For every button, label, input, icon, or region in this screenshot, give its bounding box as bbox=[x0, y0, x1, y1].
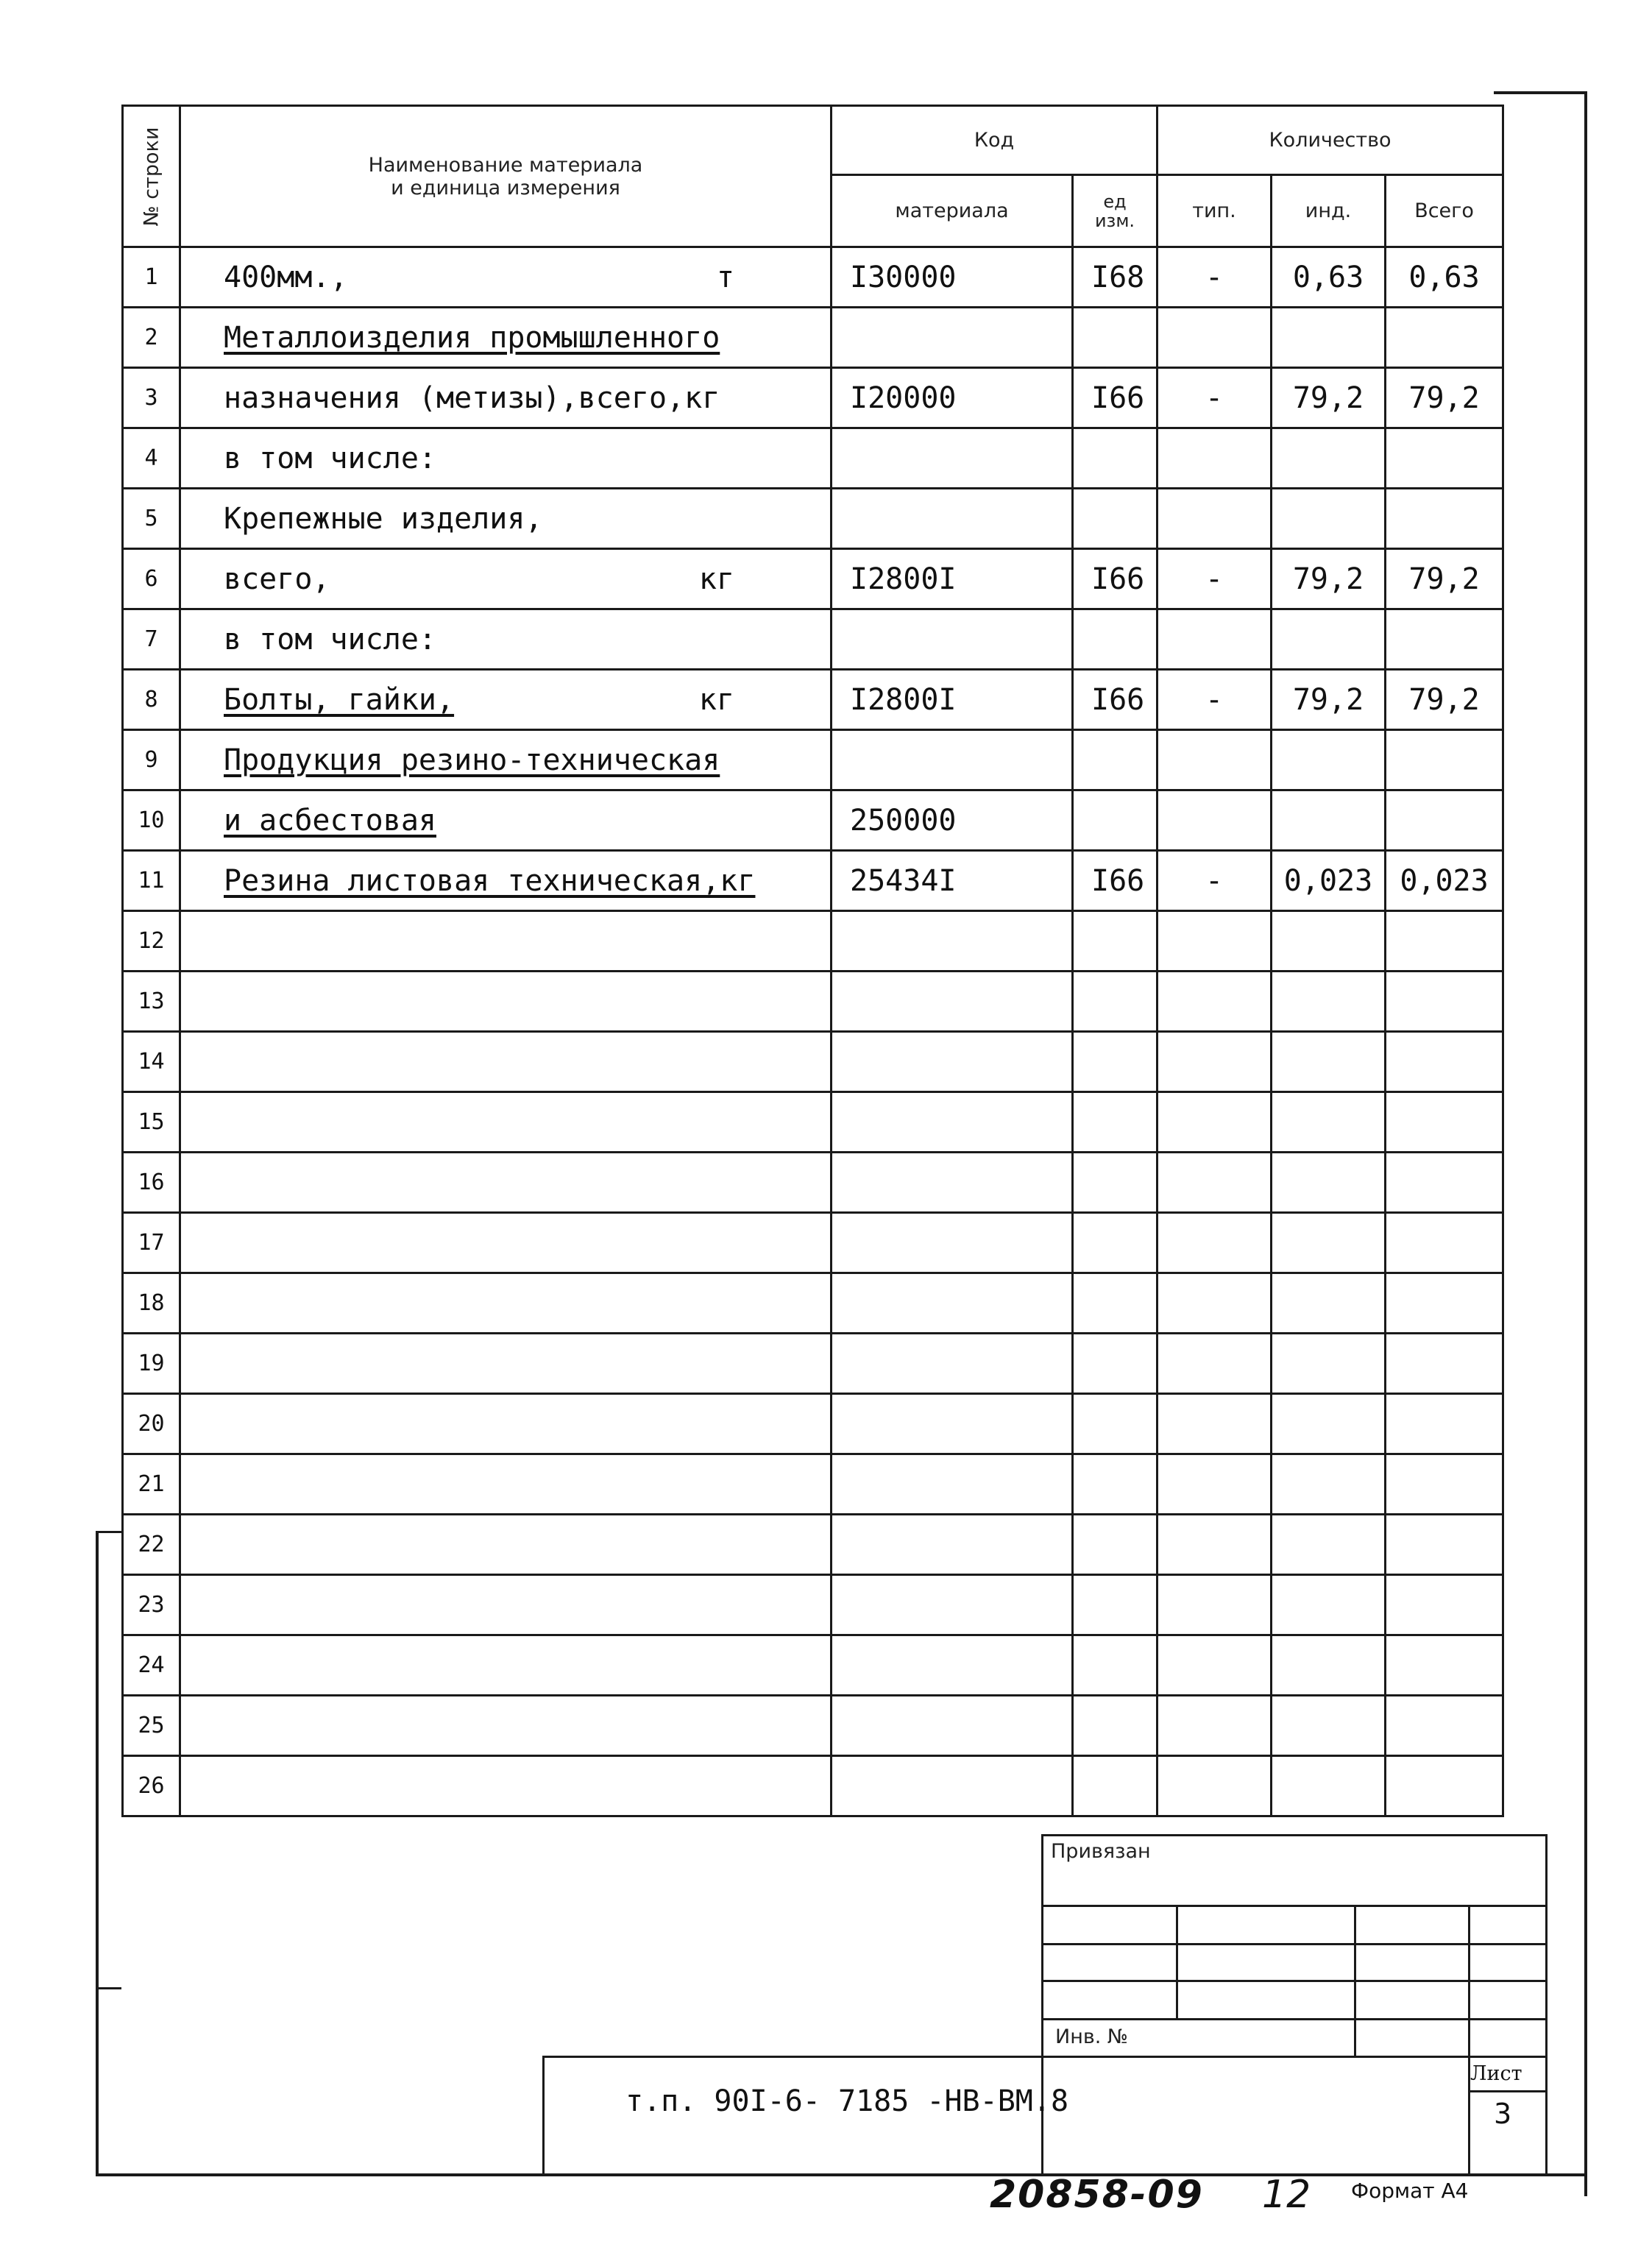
inventory-number-label: Инв. № bbox=[1055, 2025, 1129, 2048]
material-name bbox=[180, 911, 832, 972]
unit-code bbox=[1073, 1213, 1158, 1273]
material-name-text: Болты, гайки, bbox=[224, 682, 455, 717]
qty-typical: - bbox=[1158, 549, 1272, 609]
qty-total bbox=[1386, 1394, 1503, 1454]
material-name bbox=[180, 1092, 832, 1153]
row-number: 18 bbox=[123, 1273, 180, 1334]
material-name bbox=[180, 549, 832, 609]
material-code bbox=[832, 1756, 1073, 1816]
qty-individual bbox=[1272, 1394, 1386, 1454]
table-row bbox=[123, 308, 1549, 368]
code-group-header: Код bbox=[832, 106, 1158, 175]
archive-number: 20858-09 bbox=[990, 2173, 1204, 2217]
table-row bbox=[123, 1213, 1549, 1273]
table-row bbox=[123, 368, 1549, 428]
qty-total bbox=[1386, 1575, 1503, 1635]
sheet-number: 3 bbox=[1494, 2098, 1512, 2130]
qty-total: 0,63 bbox=[1386, 247, 1503, 308]
material-unit: кг bbox=[698, 682, 734, 717]
qty-total: 79,2 bbox=[1386, 670, 1503, 730]
qty-typical bbox=[1158, 1454, 1272, 1515]
material-code bbox=[832, 489, 1073, 549]
qty-total bbox=[1386, 1334, 1503, 1394]
title-block-line-4 bbox=[1041, 2018, 1548, 2020]
material-name bbox=[180, 489, 832, 549]
qty-total bbox=[1386, 1032, 1503, 1092]
qty-typical bbox=[1158, 489, 1272, 549]
qty-typical bbox=[1158, 1153, 1272, 1213]
qty-total: 79,2 bbox=[1386, 368, 1503, 428]
material-code bbox=[832, 1696, 1073, 1756]
qty-total bbox=[1386, 609, 1503, 670]
qty-total bbox=[1386, 428, 1503, 489]
qty-typical bbox=[1158, 1092, 1272, 1153]
table-row bbox=[123, 1334, 1549, 1394]
title-block-vline-1 bbox=[1176, 1905, 1178, 2018]
material-name bbox=[180, 790, 832, 851]
row-number: 4 bbox=[123, 428, 180, 489]
table-row bbox=[123, 1394, 1549, 1454]
qty-total bbox=[1386, 1213, 1503, 1273]
material-code bbox=[832, 730, 1073, 790]
material-name bbox=[180, 1153, 832, 1213]
qty-individual bbox=[1272, 1696, 1386, 1756]
material-code bbox=[832, 308, 1073, 368]
qty-total-header: Всего bbox=[1386, 175, 1503, 247]
table-row bbox=[123, 549, 1549, 609]
unit-code bbox=[1073, 1153, 1158, 1213]
title-block-vline-2 bbox=[1354, 1905, 1356, 2056]
qty-typical bbox=[1158, 730, 1272, 790]
unit-code bbox=[1073, 609, 1158, 670]
code-unit-header bbox=[1073, 175, 1158, 247]
row-number: 7 bbox=[123, 609, 180, 670]
qty-individual: 79,2 bbox=[1272, 670, 1386, 730]
row-number: 6 bbox=[123, 549, 180, 609]
table-body bbox=[123, 247, 1549, 1816]
material-name bbox=[180, 1515, 832, 1575]
table-row bbox=[123, 1515, 1549, 1575]
table-row bbox=[123, 730, 1549, 790]
table-row bbox=[123, 1756, 1549, 1816]
material-name bbox=[180, 1334, 832, 1394]
row-number: 14 bbox=[123, 1032, 180, 1092]
unit-code bbox=[1073, 1394, 1158, 1454]
row-number: 23 bbox=[123, 1575, 180, 1635]
qty-total bbox=[1386, 1756, 1503, 1816]
binding-strip-top bbox=[96, 1531, 121, 1533]
material-name bbox=[180, 1273, 832, 1334]
qty-total bbox=[1386, 489, 1503, 549]
qty-individual bbox=[1272, 1756, 1386, 1816]
unit-code: I68 bbox=[1073, 247, 1158, 308]
material-name bbox=[180, 730, 832, 790]
table-row bbox=[123, 1635, 1549, 1696]
qty-typical bbox=[1158, 1213, 1272, 1273]
linked-label: Привязан bbox=[1051, 1840, 1151, 1863]
qty-typical bbox=[1158, 1032, 1272, 1092]
material-name-text: в том числе: bbox=[224, 622, 436, 657]
qty-typical bbox=[1158, 790, 1272, 851]
unit-code bbox=[1073, 1696, 1158, 1756]
unit-code bbox=[1073, 428, 1158, 489]
qty-total bbox=[1386, 1635, 1503, 1696]
qty-total: 79,2 bbox=[1386, 549, 1503, 609]
frame-left-border-lower bbox=[96, 1531, 99, 2176]
material-code: 250000 bbox=[832, 790, 1073, 851]
unit-code bbox=[1073, 1032, 1158, 1092]
qty-total bbox=[1386, 790, 1503, 851]
material-name bbox=[180, 247, 832, 308]
material-code bbox=[832, 911, 1073, 972]
document-code: т.п. 90I-6- 7185 -НВ-ВМ.8 bbox=[625, 2084, 1069, 2118]
material-unit: кг bbox=[698, 562, 734, 596]
title-block-line-1 bbox=[1041, 1905, 1548, 1907]
table-row bbox=[123, 790, 1549, 851]
material-name bbox=[180, 972, 832, 1032]
qty-total bbox=[1386, 1515, 1503, 1575]
qty-individual bbox=[1272, 1635, 1386, 1696]
unit-code bbox=[1073, 1334, 1158, 1394]
table-row bbox=[123, 1092, 1549, 1153]
unit-code: I66 bbox=[1073, 368, 1158, 428]
unit-code bbox=[1073, 1454, 1158, 1515]
header-row-top bbox=[123, 106, 1549, 175]
qty-individual bbox=[1272, 1032, 1386, 1092]
qty-typical bbox=[1158, 1394, 1272, 1454]
code-unit-header-line1: ед bbox=[1103, 191, 1127, 212]
qty-typical bbox=[1158, 911, 1272, 972]
table-row bbox=[123, 911, 1549, 972]
material-code bbox=[832, 1635, 1073, 1696]
row-number: 25 bbox=[123, 1696, 180, 1756]
material-code bbox=[832, 1032, 1073, 1092]
material-name bbox=[180, 428, 832, 489]
qty-typical-header: тип. bbox=[1158, 175, 1272, 247]
material-name-text: всего, bbox=[224, 562, 330, 596]
material-name-text: Металлоизделия промышленного bbox=[224, 320, 720, 355]
binding-strip-mid bbox=[96, 1987, 121, 1989]
row-number: 2 bbox=[123, 308, 180, 368]
qty-typical bbox=[1158, 972, 1272, 1032]
unit-code bbox=[1073, 790, 1158, 851]
qty-individual bbox=[1272, 1334, 1386, 1394]
qty-individual-header: инд. bbox=[1272, 175, 1386, 247]
row-number-header: № строки bbox=[123, 106, 180, 247]
qty-typical bbox=[1158, 428, 1272, 489]
material-code: I30000 bbox=[832, 247, 1073, 308]
material-code bbox=[832, 1515, 1073, 1575]
unit-code bbox=[1073, 1756, 1158, 1816]
qty-typical bbox=[1158, 308, 1272, 368]
qty-individual bbox=[1272, 1575, 1386, 1635]
row-number: 9 bbox=[123, 730, 180, 790]
qty-individual: 0,023 bbox=[1272, 851, 1386, 911]
unit-code bbox=[1073, 1635, 1158, 1696]
unit-code: I66 bbox=[1073, 549, 1158, 609]
material-code bbox=[832, 1394, 1073, 1454]
unit-code bbox=[1073, 1575, 1158, 1635]
qty-individual bbox=[1272, 790, 1386, 851]
material-code bbox=[832, 1454, 1073, 1515]
row-number: 21 bbox=[123, 1454, 180, 1515]
qty-typical: - bbox=[1158, 670, 1272, 730]
title-block-line-3 bbox=[1041, 1980, 1548, 1982]
table-row bbox=[123, 609, 1549, 670]
material-name bbox=[180, 308, 832, 368]
row-number: 17 bbox=[123, 1213, 180, 1273]
material-name-header-line2: и единица измерения bbox=[391, 176, 620, 199]
material-name-header-line1: Наименование материала bbox=[368, 153, 643, 177]
frame-top-right-tick bbox=[1494, 91, 1587, 94]
table-row bbox=[123, 972, 1549, 1032]
qty-typical: - bbox=[1158, 368, 1272, 428]
qty-typical bbox=[1158, 1575, 1272, 1635]
table-row bbox=[123, 1454, 1549, 1515]
qty-individual bbox=[1272, 730, 1386, 790]
table-row bbox=[123, 247, 1549, 308]
qty-total bbox=[1386, 1092, 1503, 1153]
qty-individual bbox=[1272, 428, 1386, 489]
material-name bbox=[180, 1635, 832, 1696]
qty-individual bbox=[1272, 972, 1386, 1032]
unit-code bbox=[1073, 1273, 1158, 1334]
qty-individual: 79,2 bbox=[1272, 368, 1386, 428]
row-number: 22 bbox=[123, 1515, 180, 1575]
row-number: 10 bbox=[123, 790, 180, 851]
qty-total bbox=[1386, 730, 1503, 790]
sheet-label: Лист bbox=[1470, 2062, 1522, 2085]
qty-typical bbox=[1158, 609, 1272, 670]
material-name-text: 400мм., bbox=[224, 260, 348, 294]
material-name-text: Продукция резино-техническая bbox=[224, 743, 720, 777]
qty-total bbox=[1386, 1153, 1503, 1213]
qty-individual bbox=[1272, 609, 1386, 670]
table-row bbox=[123, 1696, 1549, 1756]
material-code bbox=[832, 1092, 1073, 1153]
qty-typical bbox=[1158, 1696, 1272, 1756]
material-code bbox=[832, 1575, 1073, 1635]
material-code: I2800I bbox=[832, 549, 1073, 609]
code-material-header: материала bbox=[832, 175, 1073, 247]
material-code bbox=[832, 1213, 1073, 1273]
material-name-header bbox=[180, 106, 832, 247]
table-row bbox=[123, 489, 1549, 549]
row-number: 12 bbox=[123, 911, 180, 972]
code-unit-header-line2: изм. bbox=[1094, 210, 1135, 231]
row-number: 16 bbox=[123, 1153, 180, 1213]
unit-code: I66 bbox=[1073, 851, 1158, 911]
material-name bbox=[180, 1213, 832, 1273]
table-row bbox=[123, 670, 1549, 730]
table-row bbox=[123, 1153, 1549, 1213]
qty-total: 0,023 bbox=[1386, 851, 1503, 911]
table-row bbox=[123, 1032, 1549, 1092]
row-number: 3 bbox=[123, 368, 180, 428]
material-name bbox=[180, 670, 832, 730]
material-code bbox=[832, 428, 1073, 489]
material-name-text: в том числе: bbox=[224, 441, 436, 475]
material-name bbox=[180, 1756, 832, 1816]
sheet-number-divider bbox=[1468, 2090, 1548, 2092]
row-number: 5 bbox=[123, 489, 180, 549]
row-number: 15 bbox=[123, 1092, 180, 1153]
table-row bbox=[123, 1273, 1549, 1334]
material-name bbox=[180, 1032, 832, 1092]
material-code bbox=[832, 609, 1073, 670]
qty-total bbox=[1386, 972, 1503, 1032]
qty-individual bbox=[1272, 1153, 1386, 1213]
qty-individual bbox=[1272, 1273, 1386, 1334]
row-number: 11 bbox=[123, 851, 180, 911]
material-code: I2800I bbox=[832, 670, 1073, 730]
qty-total bbox=[1386, 308, 1503, 368]
table-row bbox=[123, 428, 1549, 489]
unit-code bbox=[1073, 1092, 1158, 1153]
qty-typical bbox=[1158, 1635, 1272, 1696]
qty-total bbox=[1386, 1696, 1503, 1756]
unit-code bbox=[1073, 911, 1158, 972]
qty-typical: - bbox=[1158, 247, 1272, 308]
qty-individual bbox=[1272, 1454, 1386, 1515]
material-name-text: назначения (метизы),всего,кг bbox=[224, 381, 720, 415]
qty-total bbox=[1386, 911, 1503, 972]
qty-total bbox=[1386, 1454, 1503, 1515]
material-name bbox=[180, 1454, 832, 1515]
unit-code bbox=[1073, 1515, 1158, 1575]
qty-individual: 0,63 bbox=[1272, 247, 1386, 308]
material-name-text: и асбестовая bbox=[224, 803, 436, 838]
material-code bbox=[832, 1153, 1073, 1213]
paper-format: Формат А4 bbox=[1351, 2179, 1469, 2203]
material-code bbox=[832, 972, 1073, 1032]
material-name bbox=[180, 1394, 832, 1454]
qty-typical bbox=[1158, 1334, 1272, 1394]
qty-typical: - bbox=[1158, 851, 1272, 911]
unit-code bbox=[1073, 730, 1158, 790]
page-number: 12 bbox=[1262, 2173, 1311, 2217]
unit-code: I66 bbox=[1073, 670, 1158, 730]
material-name bbox=[180, 609, 832, 670]
row-number: 24 bbox=[123, 1635, 180, 1696]
row-number: 19 bbox=[123, 1334, 180, 1394]
qty-individual bbox=[1272, 1515, 1386, 1575]
material-unit: т bbox=[716, 260, 734, 294]
material-name bbox=[180, 368, 832, 428]
material-name-text: Резина листовая техническая,кг bbox=[224, 863, 756, 898]
qty-typical bbox=[1158, 1756, 1272, 1816]
materials-table bbox=[121, 105, 1549, 1817]
material-code: I20000 bbox=[832, 368, 1073, 428]
material-code bbox=[832, 1334, 1073, 1394]
row-number: 13 bbox=[123, 972, 180, 1032]
row-number: 8 bbox=[123, 670, 180, 730]
qty-total bbox=[1386, 1273, 1503, 1334]
material-code: 25434I bbox=[832, 851, 1073, 911]
material-name-text: Крепежные изделия, bbox=[224, 501, 543, 536]
qty-individual bbox=[1272, 1092, 1386, 1153]
material-name bbox=[180, 1696, 832, 1756]
table-row bbox=[123, 1575, 1549, 1635]
qty-individual bbox=[1272, 308, 1386, 368]
material-name bbox=[180, 851, 832, 911]
qty-individual bbox=[1272, 911, 1386, 972]
material-code bbox=[832, 1273, 1073, 1334]
qty-typical bbox=[1158, 1273, 1272, 1334]
qty-individual bbox=[1272, 489, 1386, 549]
qty-typical bbox=[1158, 1515, 1272, 1575]
quantity-group-header: Количество bbox=[1158, 106, 1503, 175]
qty-individual: 79,2 bbox=[1272, 549, 1386, 609]
qty-individual bbox=[1272, 1213, 1386, 1273]
material-name bbox=[180, 1575, 832, 1635]
table-row bbox=[123, 851, 1549, 911]
row-number: 20 bbox=[123, 1394, 180, 1454]
row-number: 26 bbox=[123, 1756, 180, 1816]
frame-right-border bbox=[1584, 91, 1587, 2196]
margin-column bbox=[1503, 106, 1549, 247]
unit-code bbox=[1073, 489, 1158, 549]
unit-code bbox=[1073, 308, 1158, 368]
unit-code bbox=[1073, 972, 1158, 1032]
row-number: 1 bbox=[123, 247, 180, 308]
title-block-line-2 bbox=[1041, 1943, 1548, 1945]
